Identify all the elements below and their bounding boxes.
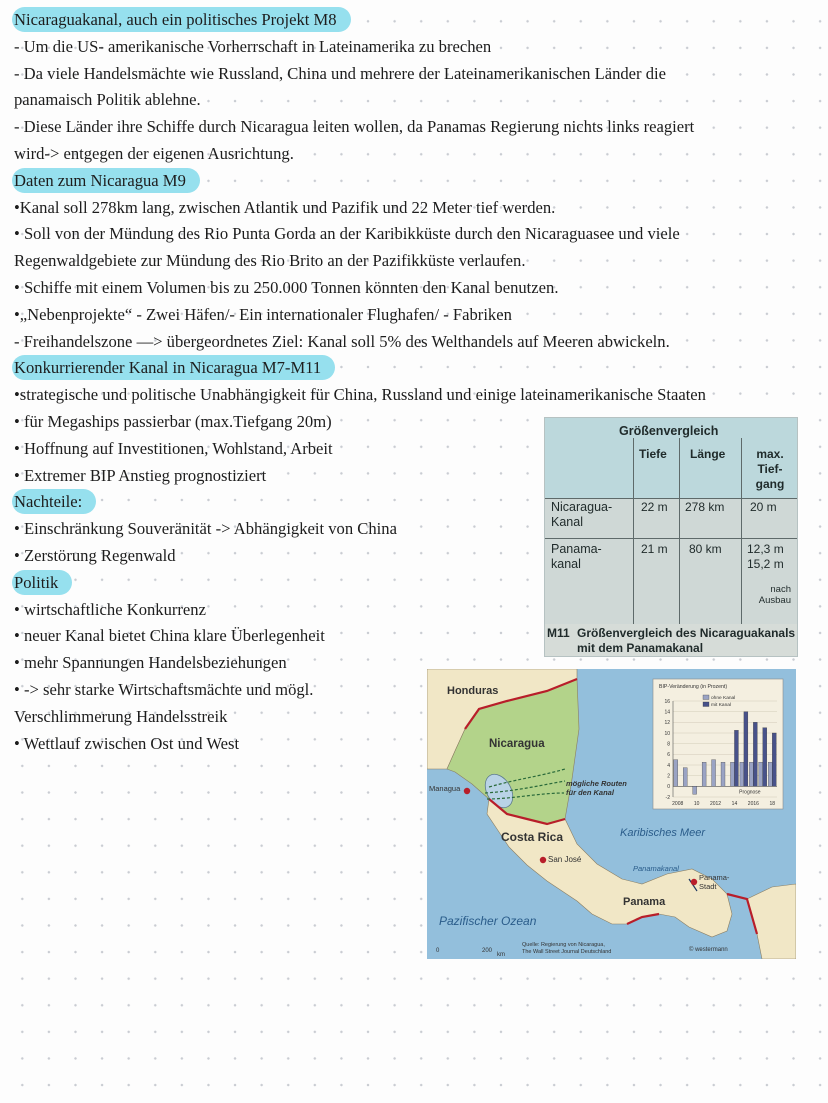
row-panama-tiefgang: 12,3 m 15,2 m [747, 542, 784, 571]
label-costa-rica: Costa Rica [501, 830, 564, 844]
header-tiefe: Tiefe [639, 447, 667, 461]
note-line [14, 302, 814, 329]
chart-bar [744, 712, 748, 787]
chart-bar [763, 728, 767, 787]
note-line-text: •Kanal soll 278km lang, zwischen Atlantik und Pazifik und 22 Meter tief werden. [14, 197, 556, 217]
chart-bar [702, 762, 706, 786]
chart-y-tick: 10 [664, 730, 670, 737]
chart-bar [740, 762, 744, 786]
note-line-text: panamaisch Politik ablehne. [14, 90, 201, 110]
chart-bar [734, 730, 738, 786]
note-line [14, 221, 814, 248]
note-line-text: Verschlimmerung Handelsstreik [14, 706, 228, 726]
note-heading-text: Nicaraguakanal, auch ein politisches Projekt M8 [12, 7, 351, 32]
label-routes: mögliche Routen für den Kanal [566, 779, 627, 797]
row-nicaragua-tiefgang: 20 m [750, 500, 777, 514]
note-heading-text: Nachteile: [12, 489, 96, 514]
note-line [14, 382, 814, 409]
note-line [14, 87, 814, 114]
label-panamakanal: Panamakanal [633, 864, 679, 873]
note-line-text: • neuer Kanal bietet China klare Überlegenheit [14, 626, 325, 646]
label-panama-stadt: Panama- Stadt [699, 873, 730, 891]
chart-legend-swatch [703, 702, 709, 707]
note-heading-text: Politik [12, 570, 72, 595]
note-line-text: wird-> entgegen der eigenen Ausrichtung. [14, 143, 294, 163]
note-line-text: • Schiffe mit einem Volumen bis zu 250.000 Tonnen könnten den Kanal benutzen. [14, 277, 559, 297]
label-honduras: Honduras [447, 685, 499, 697]
chart-bar [730, 762, 734, 786]
note-line [14, 329, 814, 356]
note-line-text: • für Megaships passierbar (max.Tiefgang 20m) [14, 411, 332, 431]
chart-x-tick: 10 [693, 801, 700, 807]
note-line [14, 34, 814, 61]
chart-bar [683, 768, 687, 787]
note-line-text: - Da viele Handelsmächte wie Russland, China und mehrere der Lateinamerikanischen Länder die [14, 63, 666, 83]
table-caption: M11 Größenvergleich des Nicaraguakanals mit dem Panamakanal [547, 626, 796, 655]
note-line [14, 61, 814, 88]
table-title: Größenvergleich [619, 424, 719, 438]
note-line-text: •„Nebenprojekte“ - Zwei Häfen/- Ein internationaler Flughafen/ - Fabriken [14, 304, 512, 324]
chart-title: BIP-Veränderung (in Prozent) [659, 684, 728, 690]
caption-label: M11 [547, 626, 570, 640]
chart-y-tick: 8 [667, 741, 670, 748]
chart-y-tick: 14 [664, 709, 670, 716]
note-line-text: Regenwaldgebiete zur Mündung des Rio Brito an der Pazifikküste verlaufen. [14, 251, 526, 271]
row-nicaragua-laenge: 278 km [685, 500, 725, 514]
note-line-text: • -> sehr starke Wirtschaftsmächte und mögl. [14, 679, 314, 699]
map-publisher: © westermann [689, 947, 728, 953]
header-laenge: Länge [690, 447, 726, 461]
row-panama-laenge: 80 km [689, 542, 722, 556]
chart-y-tick: 4 [667, 762, 670, 769]
header-max-tiefgang: max. Tief- gang [755, 447, 785, 491]
chart-bar [759, 762, 763, 786]
note-line-text: • Extremer BIP Anstieg prognostiziert [14, 465, 267, 485]
note-heading [14, 7, 814, 34]
row-nicaragua-tiefe: 22 m [641, 500, 668, 514]
label-panama: Panama [623, 896, 666, 908]
label-managua: Managua [429, 784, 461, 793]
scale-zero: 0 [436, 948, 440, 954]
chart-legend-label: ohne Kanal [711, 696, 736, 701]
label-nicaragua: Nicaragua [489, 738, 545, 750]
chart-x-tick: 2008 [672, 801, 684, 807]
chart-y-tick: 16 [664, 698, 670, 705]
chart-legend-swatch [703, 695, 709, 700]
note-line-text: - Um die US- amerikanische Vorherrschaft in Lateinamerika zu brechen [14, 36, 492, 56]
note-line [14, 275, 814, 302]
chart-x-tick: 14 [731, 801, 738, 807]
chart-y-tick: 0 [667, 784, 670, 791]
chart-y-tick: 6 [667, 752, 670, 759]
label-pazifischer-ozean: Pazifischer Ozean [439, 914, 537, 928]
chart-y-tick: -2 [665, 794, 670, 801]
chart-bar [712, 760, 716, 787]
note-line-text: • Soll von der Mündung des Rio Punta Gorda an der Karibikküste durch den Nicaraguasee und viele [14, 224, 680, 244]
note-line-text: - Freihandelszone —> übergeordnetes Ziel: Kanal soll 5% des Welthandels auf Meeren abwickeln. [14, 331, 670, 351]
note-line [14, 248, 814, 275]
note-line-text: •strategische und politische Unabhängigkeit für China, Russland und einige lateinamerikanische Staaten [14, 385, 706, 405]
nicaragua-canal-map-image [427, 669, 796, 959]
note-line-text: - Diese Länder ihre Schiffe durch Nicaragua leiten wollen, da Panamas Regierung nichts links reagiert [14, 117, 695, 137]
note-heading [14, 168, 814, 195]
chart-y-tick: 2 [667, 773, 670, 780]
chart-x-tick: 2016 [747, 801, 759, 807]
chart-bar [693, 786, 697, 794]
chart-legend-label: mit Kanal [711, 703, 731, 708]
note-line-text: • Hoffnung auf Investitionen, Wohlstand, Arbeit [14, 438, 333, 458]
note-heading [14, 355, 814, 382]
chart-bar [768, 762, 772, 786]
note-line-text: • Zerstörung Regenwald [14, 545, 176, 565]
note-heading-text: Daten zum Nicaragua M9 [12, 168, 200, 193]
note-line-text: • Wettlauf zwischen Ost und West [14, 733, 240, 753]
gdp-chart [653, 679, 783, 809]
chart-x-tick: 18 [769, 801, 776, 807]
note-line-text: • mehr Spannungen Handelsbeziehungen [14, 653, 287, 673]
scale-200: 200 [482, 948, 493, 954]
label-karibisches-meer: Karibisches Meer [620, 827, 705, 839]
size-comparison-table-image [545, 418, 797, 656]
note-line-text: • Einschränkung Souveränität -> Abhängigkeit von China [14, 519, 397, 539]
map-source: Quelle: Regierung von Nicaragua, The Wall Street Journal Deutschland [522, 942, 612, 955]
note-line [14, 195, 814, 222]
chart-bar [753, 722, 757, 786]
row-panama-tiefe: 21 m [641, 542, 668, 556]
note-line [14, 114, 814, 141]
chart-bar [772, 733, 776, 786]
chart-bar [674, 760, 678, 787]
chart-y-tick: 12 [664, 720, 670, 727]
note-heading-text: Konkurrierender Kanal in Nicaragua M7-M11 [12, 355, 335, 380]
row-panama-name: Panama- kanal [551, 542, 602, 571]
label-san-jose: San José [548, 855, 582, 864]
chart-bar [749, 762, 753, 786]
note-line-text: • wirtschaftliche Konkurrenz [14, 599, 206, 619]
row-nicaragua-name: Nicaragua- Kanal [551, 500, 613, 529]
chart-x-tick: 2012 [709, 801, 722, 807]
row-panama-note: nach Ausbau [758, 584, 791, 606]
chart-prognose-label: Prognose [739, 789, 761, 796]
note-line [14, 141, 814, 168]
scale-unit: km [497, 952, 505, 958]
chart-bar [721, 762, 725, 786]
